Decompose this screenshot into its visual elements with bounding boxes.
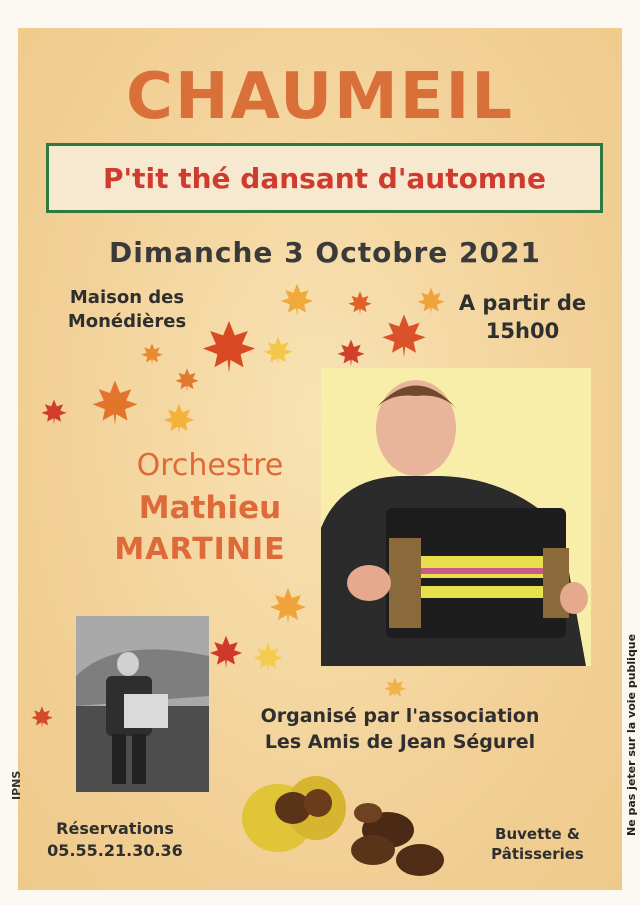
maple-leaf-icon: [376, 312, 432, 360]
reservations: [40, 818, 190, 861]
venue-line-1: Maison des: [69, 287, 185, 308]
time-line-1: A partir de: [458, 291, 587, 315]
event-date: Dimanche 3 Octobre 2021: [109, 236, 541, 269]
reservations-label: Réservations: [56, 819, 174, 838]
orchestra-first-name: Mathieu: [138, 490, 282, 526]
maple-leaf-icon: [345, 290, 375, 316]
subtitle-box: [46, 143, 603, 213]
maple-leaf-icon: [84, 378, 146, 428]
maple-leaf-icon: [382, 676, 408, 700]
disposal-notice: Ne pas jeter sur la voie publique: [625, 633, 638, 836]
maple-leaf-icon: [30, 704, 54, 730]
organizer-line-1: Organisé par l'association: [260, 705, 540, 727]
accordion-player-photo: [321, 368, 591, 666]
maple-leaf-icon: [158, 402, 200, 436]
maple-leaf-icon: [208, 626, 244, 678]
maple-leaf-icon: [40, 398, 68, 426]
event-subtitle: P'tit thé dansant d'automne: [103, 161, 546, 195]
organizer: [225, 704, 575, 755]
organizer-line-2: Les Amis de Jean Ségurel: [264, 730, 536, 753]
event-venue: [52, 286, 202, 335]
vintage-accordion-photo: [76, 616, 209, 792]
refreshments: [475, 824, 600, 865]
orchestra-last-name: MARTINIE: [114, 532, 286, 567]
maple-leaf-icon: [262, 334, 294, 368]
maple-leaf-icon: [200, 318, 258, 376]
chestnut-icon: [238, 768, 448, 878]
maple-leaf-icon: [140, 342, 164, 366]
maple-leaf-icon: [276, 282, 318, 318]
time-line-2: 15h00: [485, 319, 560, 344]
maple-leaf-icon: [174, 366, 200, 394]
venue-line-2: Monédières: [67, 311, 187, 333]
orchestra-label: Orchestre: [136, 448, 284, 483]
event-time: [440, 289, 605, 346]
reservations-phone: 05.55.21.30.36: [47, 840, 183, 860]
refreshments-line-2: Pâtisseries: [491, 845, 584, 864]
maple-leaf-icon: [266, 586, 310, 626]
maple-leaf-icon: [252, 640, 284, 674]
poster-title: CHAUMEIL: [125, 60, 515, 134]
maple-leaf-icon: [334, 338, 368, 368]
refreshments-line-1: Buvette &: [495, 825, 580, 843]
ipns-mark: IPNS: [10, 770, 23, 800]
